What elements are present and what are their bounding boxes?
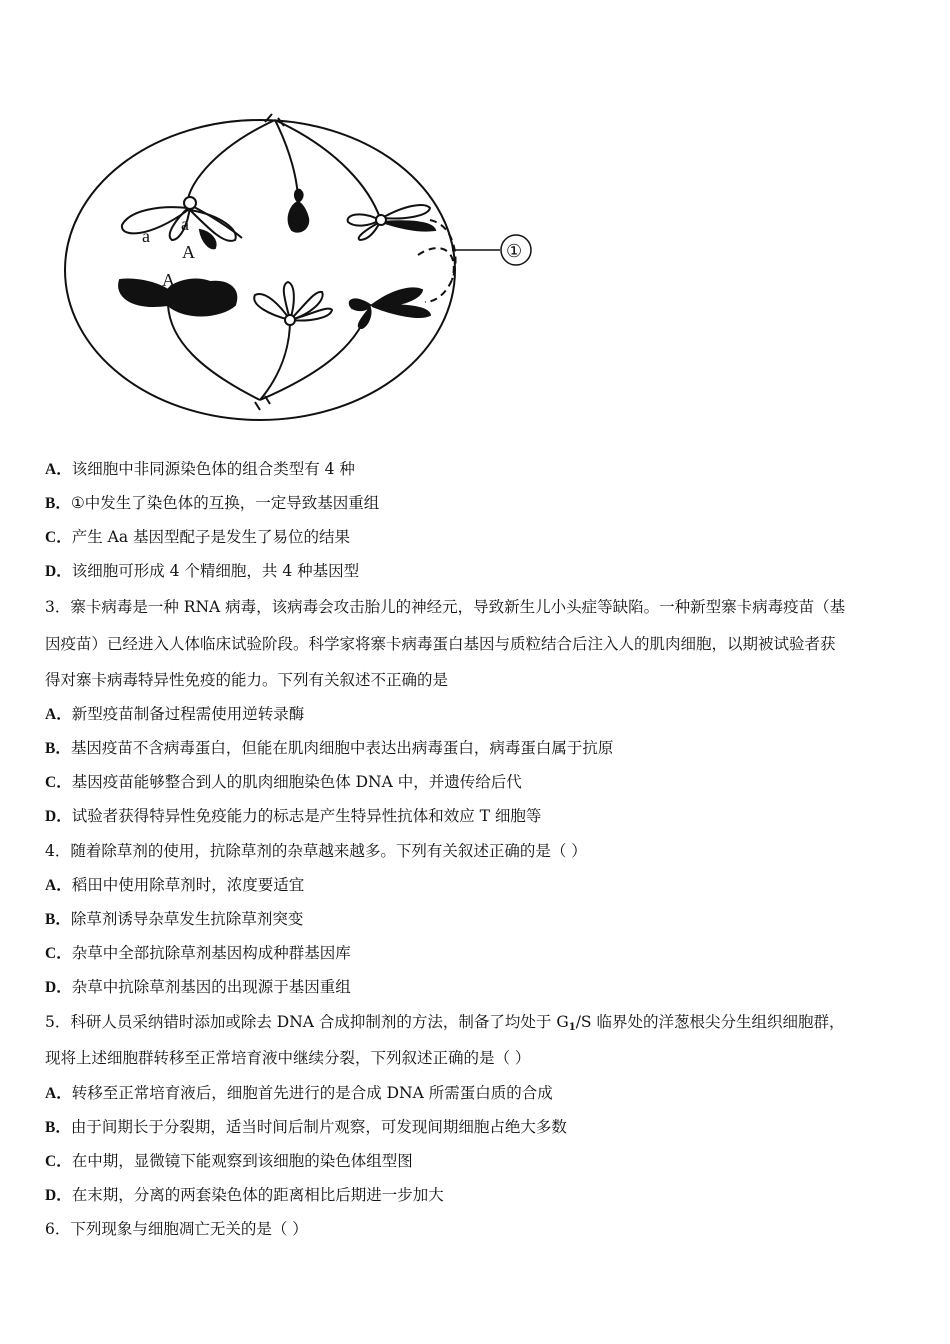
q5-option-a[interactable] [45, 1083, 910, 1104]
option-letter: C． [45, 1153, 72, 1170]
q5-option-d[interactable] [45, 1185, 910, 1206]
q6-stem: 6．下列现象与细胞凋亡无关的是（ ） [45, 1220, 308, 1238]
option-letter: B． [45, 495, 71, 512]
q4-stem: 4．随着除草剂的使用，抗除草剂的杂草越来越多。下列有关叙述正确的是（ ） [45, 842, 587, 860]
callout-label: ① [506, 241, 523, 262]
q2-option-a[interactable] [45, 459, 910, 480]
option-letter: B． [45, 911, 71, 928]
option-text: 转移至正常培育液后，细胞首先进行的是合成 DNA 所需蛋白质的合成 [71, 1084, 553, 1102]
option-text: 基因疫苗不含病毒蛋白，但能在肌肉细胞中表达出病毒蛋白，病毒蛋白属于抗原 [70, 739, 614, 757]
option-text: 该细胞中非同源染色体的组合类型有 4 种 [71, 460, 355, 478]
spindle-fiber [275, 120, 298, 202]
option-text: 基因疫苗能够整合到人的肌肉细胞染色体 DNA 中，并遗传给后代 [71, 773, 522, 791]
option-letter: A． [45, 1085, 72, 1102]
option-letter: D． [45, 563, 72, 580]
label-A-upper: A [182, 242, 195, 262]
label-a-lower: a [181, 214, 189, 234]
label-A-lower: A [162, 270, 175, 290]
option-letter: C． [45, 529, 72, 546]
q5-option-c[interactable] [45, 1151, 910, 1172]
q2-option-b[interactable] [45, 493, 910, 514]
q3-option-d[interactable] [45, 806, 910, 827]
q2-option-d[interactable] [45, 561, 910, 582]
option-letter: D． [45, 979, 72, 996]
option-letter: A． [45, 877, 72, 894]
option-letter: D． [45, 808, 72, 825]
option-letter: B． [45, 1119, 71, 1136]
q3-stem-line2: 因疫苗）已经进入人体临床试验阶段。科学家将寨卡病毒蛋白基因与质粒结合后注入人的肌肉细胞，以期被试验者获 [45, 635, 836, 653]
option-letter: C． [45, 774, 72, 791]
label-a-upper: a [142, 226, 150, 246]
q3-option-c[interactable] [45, 772, 910, 793]
q3-option-b[interactable] [45, 738, 910, 759]
q4-option-b[interactable] [45, 909, 910, 930]
q4-option-d[interactable] [45, 977, 910, 998]
q3-stem-line3: 得对寨卡病毒特异性免疫的能力。下列有关叙述不正确的是 [45, 671, 449, 689]
option-text: 杂草中抗除草剂基因的出现源于基因重组 [71, 978, 351, 996]
option-text: 由于间期长于分裂期，适当时间后制片观察，可发现间期细胞占绝大多数 [70, 1118, 567, 1136]
option-letter: A． [45, 461, 72, 478]
spindle-fiber [188, 120, 275, 205]
cell-membrane [65, 120, 455, 420]
option-text: 除草剂诱导杂草发生抗除草剂突变 [70, 910, 304, 928]
option-text: 该细胞可形成 4 个精细胞，共 4 种基因型 [71, 562, 360, 580]
option-text: 试验者获得特异性免疫能力的标志是产生特异性抗体和效应 T 细胞等 [71, 807, 542, 825]
option-letter: A． [45, 706, 72, 723]
option-text: 杂草中全部抗除草剂基因构成种群基因库 [71, 944, 351, 962]
q4-option-a[interactable] [45, 875, 910, 896]
option-letter: D． [45, 1187, 72, 1204]
option-text: 在末期，分离的两套染色体的距离相比后期进一步加大 [71, 1186, 444, 1204]
q5-stem-pre: 5．科研人员采纳错时添加或除去 DNA 合成抑制剂的方法，制备了均处于 G [45, 1013, 569, 1031]
q5-stem-post: /S 临界处的洋葱根尖分生组织细胞群， [575, 1013, 845, 1031]
q5-option-b[interactable] [45, 1117, 910, 1138]
q3-option-a[interactable] [45, 704, 910, 725]
q5-stem-line1 [45, 1012, 910, 1038]
q4-option-c[interactable] [45, 943, 910, 964]
q3-stem-line1: 3．寨卡病毒是一种 RNA 病毒，该病毒会攻击胎儿的神经元，导致新生儿小头症等缺陷。一种新型寨卡病毒疫苗（基 [45, 598, 846, 616]
option-text: 稻田中使用除草剂时，浓度要适宜 [71, 876, 305, 894]
spindle-fiber [275, 120, 380, 218]
option-letter: C． [45, 945, 72, 962]
cell-division-figure [60, 110, 550, 430]
option-text: ①中发生了染色体的互换，一定导致基因重组 [70, 494, 380, 512]
option-text: 在中期，显微镜下能观察到该细胞的染色体组型图 [71, 1152, 413, 1170]
q2-option-c[interactable] [45, 527, 910, 548]
option-text: 产生 Aa 基因型配子是发生了易位的结果 [71, 528, 350, 546]
option-letter: B． [45, 740, 71, 757]
q5-stem-subscript: 1 [568, 1022, 576, 1033]
spindle-fiber [168, 305, 260, 400]
q5-stem-line2: 现将上述细胞群转移至正常培育液中继续分裂，下列叙述正确的是（ ） [45, 1049, 531, 1067]
option-text: 新型疫苗制备过程需使用逆转录酶 [71, 705, 305, 723]
